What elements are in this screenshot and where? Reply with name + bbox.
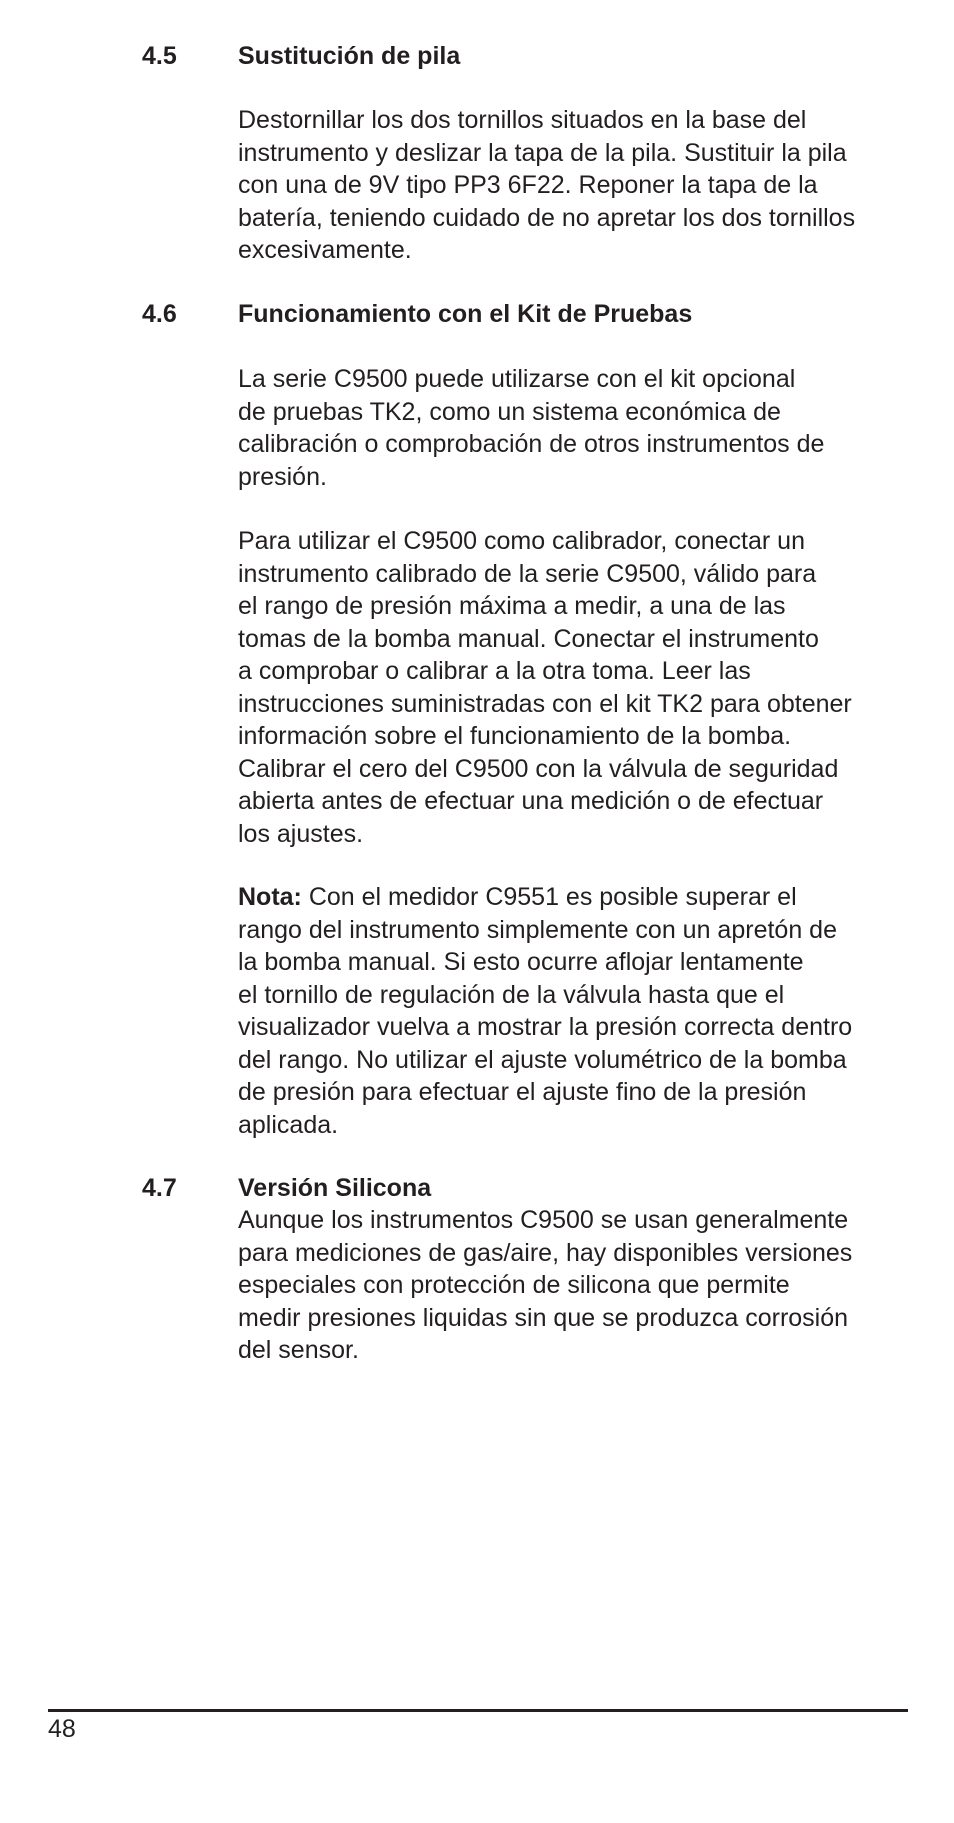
- section-title: Sustitución de pila: [238, 42, 461, 70]
- section-paragraph: La serie C9500 puede utilizarse con el kit opcional de pruebas TK2, como un sistema económica de calibración o comprobación de otros instrumentos de presión.: [238, 365, 825, 491]
- footer-rule: [48, 1709, 908, 1712]
- note-text: Con el medidor C9551 es posible superar el rango del instrumento simplemente con un apretón de la bomba manual. Si esto ocurre aflojar lentamente el tornillo de regulación de la válvula hasta que el visualizador vuelva a mostrar la presión correcta dentro del rango. No utilizar el ajuste volumétrico de la bomba de presión para efectuar el ajuste fino de la presión aplicada.: [238, 883, 853, 1139]
- section-title: Funcionamiento con el Kit de Pruebas: [238, 300, 693, 328]
- section-number: 4.7: [142, 1174, 177, 1202]
- section-paragraph: Destornillar los dos tornillos situados en la base del instrumento y deslizar la tapa de la pila. Sustituir la pila con una de 9V tipo PP3 6F22. Reponer la tapa de la batería, teniendo cuidado de no apretar los dos tornillos excesivamente.: [238, 106, 856, 264]
- section-paragraph: Para utilizar el C9500 como calibrador, conectar un instrumento calibrado de la serie C9500, válido para el rango de presión máxima a medir, a una de las tomas de la bomba manual. Conectar el instrumento a comprobar o calibrar a la otra toma. Leer las instrucciones suministradas con el kit TK2 para obtener información sobre el funcionamiento de la bomba. Calibrar el cero del C9500 con la válvula de seguridad abierta antes de efectuar una medición o de efectuar los ajustes.: [238, 527, 852, 848]
- section-number: 4.6: [142, 300, 177, 328]
- section-paragraph: Aunque los instrumentos C9500 se usan generalmente para mediciones de gas/aire, hay disponibles versiones especiales con protección de silicona que permite medir presiones liquidas sin que se produzca corrosión del sensor.: [238, 1206, 853, 1364]
- page-number: 48: [48, 1715, 76, 1743]
- section-number: 4.5: [142, 42, 177, 70]
- note-paragraph: [238, 881, 918, 1141]
- section-title: Versión Silicona: [238, 1174, 432, 1202]
- note-label: Nota:: [238, 883, 302, 911]
